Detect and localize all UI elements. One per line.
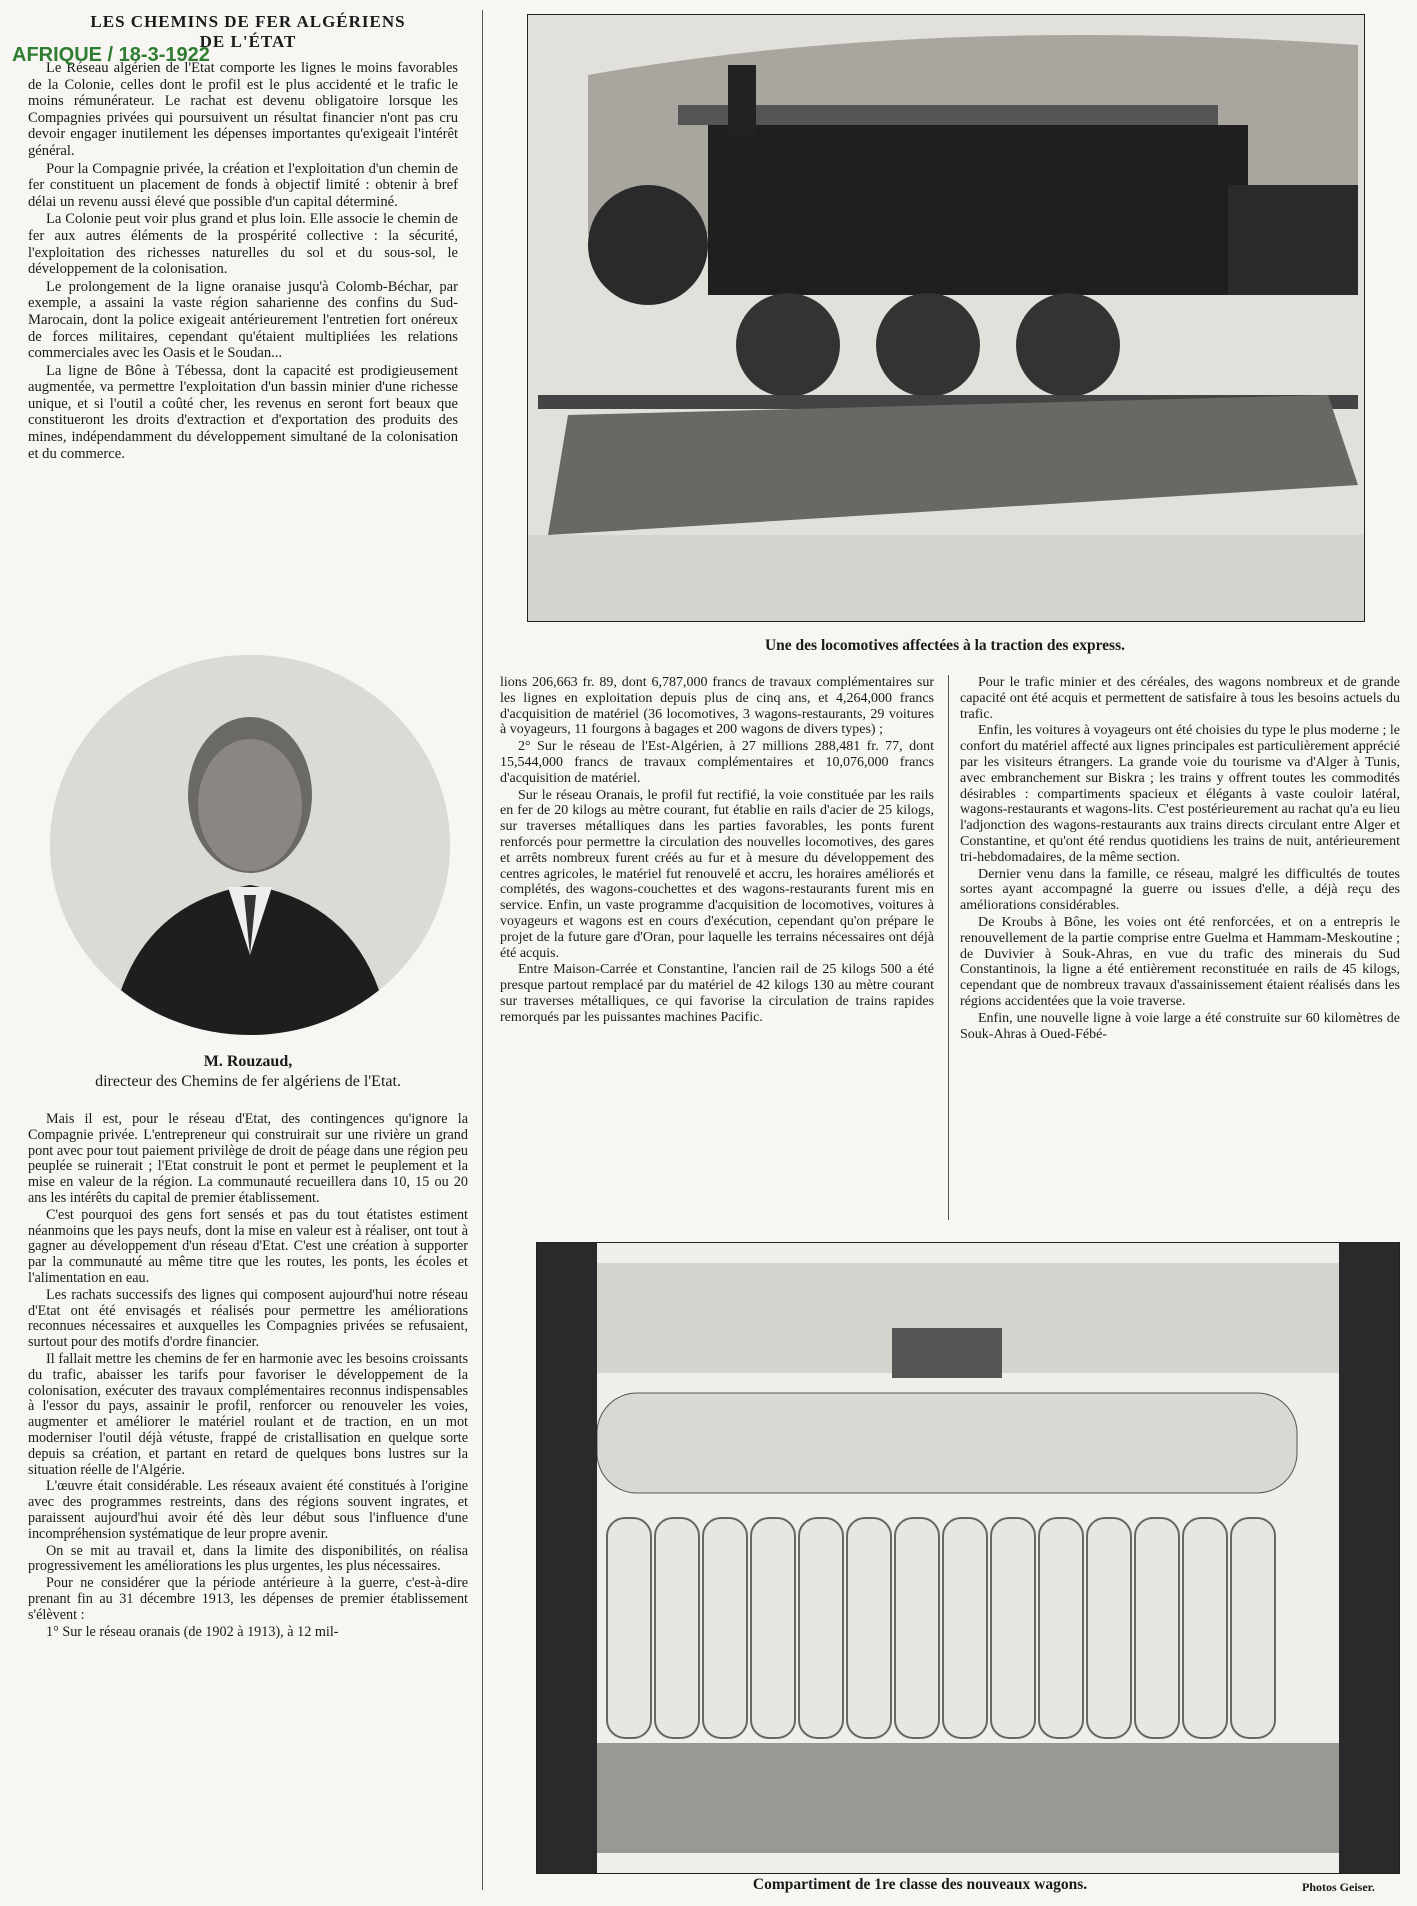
paragraph: Pour la Compagnie privée, la création et l'exploitation d'un chemin de fer constituent un placement de fonds à objectif limité : obtenir à bref délai un revenu aussi élevé que possible d'un capital déterminé. <box>28 160 458 210</box>
compartment-caption: Compartiment de 1re classe des nouveaux wagons. <box>752 1876 1088 1893</box>
locomotive-photo <box>527 14 1365 622</box>
column-1-bottom <box>28 1112 468 1640</box>
column-divider <box>482 10 483 1890</box>
paragraph: Le prolongement de la ligne oranaise jusqu'à Colomb-Béchar, par exemple, a assaini la vaste région saharienne des confins du Sud-Marocain, dont la police exigeait antérieurement l'entretien fort onéreux de forces militaires, cependant qu'étaient multipliées les relations commerciales avec les Oasis et le Soudan... <box>28 278 458 362</box>
paragraph: On se mit au travail et, dans la limite des disponibilités, on réalisa progressivement les améliorations les plus urgentes, les plus nécessaires. <box>28 1542 468 1575</box>
paragraph: Entre Maison-Carrée et Constantine, l'ancien rail de 25 kilogs 500 a été presque partout remplacé par du matériel de 42 kilogs 130 au mètre courant sur traverses métalliques, ce qui favorise la circulation de trains rapides remorqués par les puissantes machines Pacific. <box>500 962 934 1025</box>
paragraph: Sur le réseau Oranais, le profil fut rectifié, la voie constituée par les rails en fer de 20 kilogs au mètre courant, fut établie en rails d'acier de 25 kilogs, sur traverses métalliques dans les parties favorables, les ponts furent renforcés pour permettre la circulation des nouvelles locomotives, des gares et arrêts nombreux furent créés au fur et à mesure du développement des centres agricoles, le matériel fut renouvelé et accru, les horaires améliorés et complétés, des wagons-couchettes et des wagons-restaurants furent mis en service. Enfin, un vaste programme d'acquisition de locomotives, voitures à voyageurs et wagons est en cours d'exécution, cependant qu'on prépare le projet de la future gare d'Oran, pour laquelle les terrains nécessaires ont déjà été acquis. <box>500 787 934 961</box>
paragraph: Enfin, une nouvelle ligne à voie large a été construite sur 60 kilomètres de Souk-Ahras à Oued-Fébé- <box>960 1010 1400 1042</box>
paragraph: La Colonie peut voir plus grand et plus loin. Elle associe le chemin de fer aux autres éléments de la prospérité collective : la sécurité, l'exploitation des richesses naturelles du sol et du sous-sol, le développement de la colonisation. <box>28 211 458 278</box>
column-3 <box>960 675 1400 1042</box>
paragraph: La ligne de Bône à Tébessa, dont la capacité est prodigieusement augmentée, va permettre l'exploitation d'un bassin minier d'une richesse unique, et si l'outil a coûté cher, les revenus en seront fort beaux que constitueront les droits d'extraction et d'exportation des produits des mines, indépendamment du développement simultané de la colonisation et du commerce. <box>28 362 458 462</box>
paragraph: Pour ne considérer que la période antérieure à la guerre, c'est-à-dire prenant fin au 31 décembre 1913, les dépenses de premier établissement s'élèvent : <box>28 1575 468 1623</box>
paragraph: Enfin, les voitures à voyageurs ont été choisies du type le plus moderne ; le confort du matériel affecté aux lignes principales est particulièrement apprécié par les visiteurs étrangers. La grande voie du tourisme va d'Alger à Tunis, avec embranchement sur Biskra ; les trains y offrent toutes les commodités désirables : compartiments spacieux et élégants à vaste couloir latéral, wagons-restaurants et wagons-lits. C'est postérieurement au rachat qu'a eu lieu l'adjonction des wagons-restaurants aux trains directs circulant entre Alger et Constantine, et qu'ont été rendus quotidiens les trains de nuit, antérieurement tri-hebdomadaires, de la même section. <box>960 723 1400 865</box>
paragraph: 2° Sur le réseau de l'Est-Algérien, à 27 millions 288,481 fr. 77, dont 15,544,000 francs de travaux complémentaires et 10,076,000 francs d'acquisition de matériel. <box>500 739 934 786</box>
portrait-caption <box>28 1052 468 1092</box>
paragraph: De Kroubs à Bône, les voies ont été renforcées, et on a entrepris le renouvellement de la partie comprise entre Guelma et Hammam-Meskoutine ; de Duvivier à Souk-Ahras, en vue du trafic des minerais du Sud Constantinois, la ligne a été entièrement reconstituée en rails de 45 kilogs, cependant que de nombreux travaux d'assainissement étaient réalisés dans les régions accidentées que la voie traverse. <box>960 914 1400 1009</box>
archive-stamp: AFRIQUE / 18-3-1922 <box>12 44 210 66</box>
paragraph: L'œuvre était considérable. Les réseaux avaient été constitués à l'origine avec des programmes restreints, dans des régions souvent ingrates, et paraissent aujourd'hui avoir été dès leur début sous l'influence d'une incompréhension systématique de leur propre avenir. <box>28 1478 468 1542</box>
locomotive-caption: Une des locomotives affectées à la traction des express. <box>764 637 1125 654</box>
portrait-photo <box>50 655 450 1035</box>
column-1-top <box>28 60 458 462</box>
paragraph: C'est pourquoi des gens fort sensés et pas du tout étatistes estiment néanmoins que les pays neufs, dont la mise en valeur est à réaliser, ont tout à gagner au développement d'un réseau d'Etat. C'est une création à supporter par la communauté au même titre que les routes, les ponts, les écoles et l'alimentation en eau. <box>28 1206 468 1286</box>
paragraph: Le Réseau algérien de l'Etat comporte les lignes le moins favorables de la Colonie, celles dont le profil est le plus accidenté et le trafic le moins rémunérateur. Le rachat est devenu obligatoire lorsque les Compagnies privées qui poursuivent un résultat financier n'ont pas cru devoir engager inutilement les dépenses importantes qu'exigeait l'intérêt général. <box>28 60 458 159</box>
portrait-title: directeur des Chemins de fer algériens de l'Etat. <box>95 1073 401 1090</box>
paragraph: Pour le trafic minier et des céréales, des wagons nombreux et de grande capacité ont été acquis et permettent de satisfaire à tous les besoins actuels du trafic. <box>960 675 1400 722</box>
column-divider <box>948 675 949 1220</box>
photo-credit: Photos Geiser. <box>1302 1880 1375 1894</box>
compartment-photo <box>536 1242 1400 1874</box>
headline-line-2: DE L'ÉTAT <box>199 32 297 51</box>
paragraph: Il fallait mettre les chemins de fer en harmonie avec les besoins croissants du trafic, abaisser les tarifs pour favoriser le développement de la colonisation, exécuter des travaux complémentaires reconnus indispensables à l'essor du pays, assainir le profil, renforcer ou renouveler les voies, augmenter et améliorer le matériel roulant et de traction, en un mot moderniser l'outil déjà vétuste, frappé de cristallisation en quelque sorte depuis sa création, et partant en retard de quelques bons lustres sur la situation réelle de l'Algérie. <box>28 1350 468 1478</box>
column-2 <box>500 675 934 1026</box>
paragraph: lions 206,663 fr. 89, dont 6,787,000 francs de travaux complémentaires sur les lignes en exploitation depuis plus de cinq ans, et 4,264,000 francs d'acquisition de matériel (36 locomotives, 3 wagons-restaurants, 29 voitures à voyageurs, 11 fourgons à bagages et 200 wagons de divers types) ; <box>500 675 934 738</box>
paragraph: 1° Sur le réseau oranais (de 1902 à 1913), à 12 mil- <box>46 1623 339 1640</box>
portrait-name: M. Rouzaud, <box>203 1053 293 1070</box>
paragraph: Les rachats successifs des lignes qui composent aujourd'hui notre réseau d'Etat ont été envisagés et réalisés pour permettre les améliorations reconnues nécessaires et auxquelles les Compagnies privées se refusaient, surtout pour des motifs d'ordre financier. <box>28 1286 468 1351</box>
paragraph: Mais il est, pour le réseau d'Etat, des contingences qu'ignore la Compagnie privée. L'entrepreneur qui construirait sur une rivière un grand pont avec pour tout paiement privilège de droit de péage dans une région peu peuplée se ruinerait ; l'Etat construit le pont et permet le peuplement et la mise en valeur de la région. La communauté recueillera dans 10, 15 ou 20 ans les intérêts du capital de premier établissement. <box>28 1111 468 1206</box>
paragraph: Dernier venu dans la famille, ce réseau, malgré les difficultés de toutes sortes ayant accompagné la guerre ou issues d'elle, a déjà reçu des améliorations considérables. <box>960 866 1400 914</box>
headline-line-1: LES CHEMINS DE FER ALGÉRIENS <box>90 12 406 31</box>
